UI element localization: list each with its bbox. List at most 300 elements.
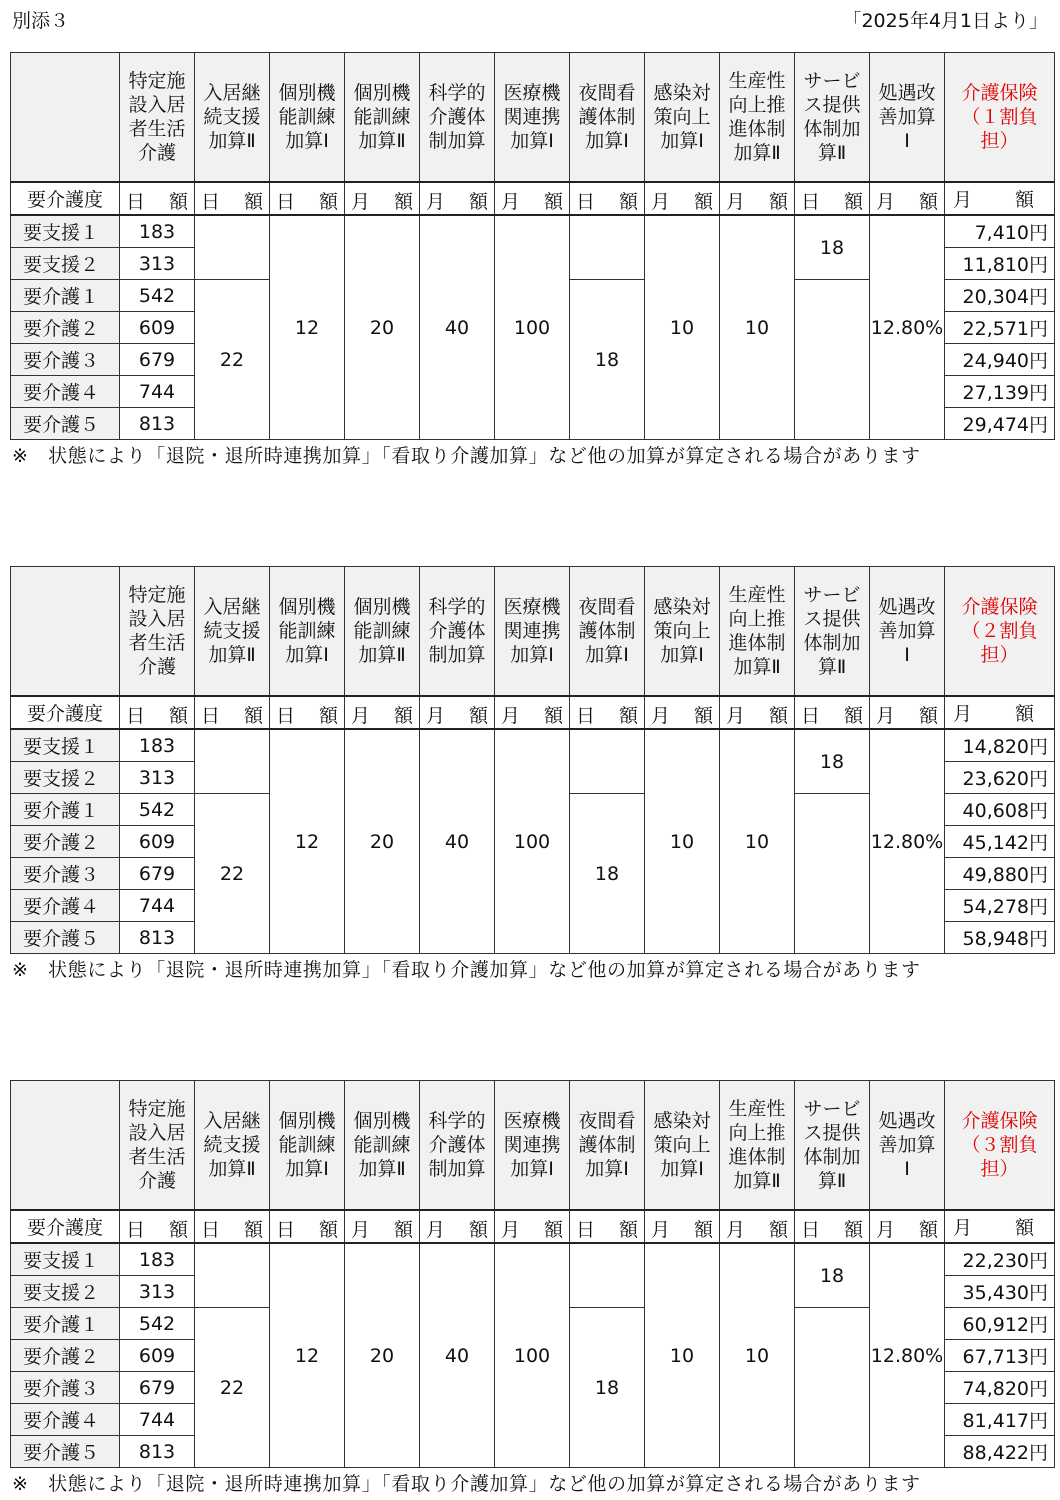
unit-cell: [645, 182, 720, 215]
unit-amount: 額: [393, 1219, 413, 1241]
base-daily-fee: 813: [120, 1436, 195, 1468]
column-header-line: 善加算: [878, 106, 936, 128]
monthly-total: 74,820円: [945, 1372, 1055, 1404]
unit-cell: [870, 1210, 945, 1243]
treatment-improvement-rate: 12.80%: [870, 729, 945, 954]
unit-period: 月: [501, 191, 521, 213]
unit-amount: 額: [693, 705, 713, 727]
unit-cell: [795, 1210, 870, 1243]
unit-period: 月: [351, 705, 371, 727]
base-daily-fee: 183: [120, 1243, 195, 1276]
insurance-header-line: 担）: [980, 130, 1019, 152]
blank-cell: [570, 215, 645, 280]
column-header-line: 加算Ⅰ: [660, 1158, 704, 1180]
column-header: [870, 53, 945, 183]
column-header-line: 感染対: [653, 596, 711, 618]
footnote: ※ 状態により「退院・退所時連携加算」「看取り介護加算」など他の加算が算定される場合があります: [12, 1473, 921, 1495]
unit-period: 月: [876, 1219, 896, 1241]
column-header-line: 算Ⅱ: [817, 656, 847, 678]
monthly-total: 60,912円: [945, 1308, 1055, 1340]
column-header-line: 続支援: [203, 620, 261, 642]
insurance-header: [945, 53, 1055, 183]
unit-amount: 額: [243, 1219, 263, 1241]
column-header-line: サービ: [803, 584, 861, 606]
column-header: [495, 53, 570, 183]
column-header: [795, 53, 870, 183]
column-header-line: 医療機: [503, 82, 561, 104]
unit-amount: 額: [543, 191, 563, 213]
base-daily-fee: 542: [120, 1308, 195, 1340]
total-unit: 月 額: [945, 696, 1055, 729]
column-header: [195, 53, 270, 183]
monthly-total: 24,940円: [945, 344, 1055, 376]
effective-date: 「2025年4月1日より」: [842, 10, 1048, 32]
infection-control-fee: 10: [645, 1243, 720, 1468]
unit-cell: [195, 182, 270, 215]
unit-period: 日: [276, 1219, 296, 1241]
column-header-line: Ⅰ: [904, 644, 910, 666]
unit-cell: [645, 1210, 720, 1243]
care-level: 要支援２: [11, 248, 120, 280]
unit-amount: 額: [243, 705, 263, 727]
unit-period: 月: [351, 191, 371, 213]
header-row: [11, 1081, 1055, 1211]
fee-table: [10, 566, 1055, 954]
continued-support-fee: 22: [195, 794, 270, 954]
monthly-total: 20,304円: [945, 280, 1055, 312]
footnote: ※ 状態により「退院・退所時連携加算」「看取り介護加算」など他の加算が算定される場合があります: [12, 445, 921, 467]
column-header-line: サービ: [803, 70, 861, 92]
unit-amount: 額: [843, 705, 863, 727]
unit-period: 月: [876, 191, 896, 213]
unit-period: 日: [126, 191, 146, 213]
base-daily-fee: 313: [120, 1276, 195, 1308]
unit-cell: [270, 696, 345, 729]
unit-cell: [795, 182, 870, 215]
unit-cell: [420, 182, 495, 215]
base-daily-fee: 679: [120, 858, 195, 890]
column-header-line: 進体制: [728, 1146, 786, 1168]
functional-training-2-fee: 20: [345, 215, 420, 440]
column-header-line: 処遇改: [878, 82, 936, 104]
column-header-line: Ⅰ: [904, 1158, 910, 1180]
corner-cell: [11, 567, 120, 697]
unit-period: 日: [576, 705, 596, 727]
blank-cell: [795, 1308, 870, 1468]
functional-training-1-fee: 12: [270, 1243, 345, 1468]
column-header-line: 処遇改: [878, 596, 936, 618]
unit-period: 月: [651, 191, 671, 213]
column-header-line: 関連携: [503, 106, 561, 128]
unit-period: 月: [651, 705, 671, 727]
unit-row: [11, 1210, 1055, 1243]
blank-cell: [195, 729, 270, 794]
unit-period: 月: [726, 705, 746, 727]
unit-period: 日: [201, 1219, 221, 1241]
fee-table: [10, 1080, 1055, 1468]
column-header-line: 加算Ⅰ: [285, 644, 329, 666]
column-header-line: 生産性: [728, 70, 786, 92]
infection-control-fee: 10: [645, 729, 720, 954]
column-header-line: Ⅰ: [904, 130, 910, 152]
table-row: [11, 215, 1055, 248]
column-header-line: 進体制: [728, 632, 786, 654]
monthly-total: 54,278円: [945, 890, 1055, 922]
column-header-line: 科学的: [428, 82, 486, 104]
column-header: [420, 1081, 495, 1211]
unit-amount: 額: [618, 191, 638, 213]
care-level: 要支援１: [11, 215, 120, 248]
base-daily-fee: 609: [120, 826, 195, 858]
column-header-line: 算Ⅱ: [817, 142, 847, 164]
column-header: [120, 567, 195, 697]
monthly-total: 23,620円: [945, 762, 1055, 794]
column-header-line: 体制加: [803, 632, 861, 654]
care-level: 要介護４: [11, 890, 120, 922]
care-level: 要介護５: [11, 408, 120, 440]
blank-cell: [570, 729, 645, 794]
treatment-improvement-rate: 12.80%: [870, 1243, 945, 1468]
unit-amount: 額: [168, 705, 188, 727]
care-level: 要介護４: [11, 376, 120, 408]
blank-cell: [195, 1243, 270, 1308]
unit-amount: 額: [768, 191, 788, 213]
column-header-line: 策向上: [653, 620, 711, 642]
header-row: [11, 53, 1055, 183]
unit-amount: 額: [843, 191, 863, 213]
column-header-line: 護体制: [578, 106, 636, 128]
header-row: [11, 567, 1055, 697]
unit-period: 日: [201, 705, 221, 727]
column-header: [570, 567, 645, 697]
column-header-line: 加算Ⅱ: [733, 656, 781, 678]
unit-amount: 額: [618, 1219, 638, 1241]
unit-amount: 額: [468, 191, 488, 213]
unit-amount: 額: [243, 191, 263, 213]
fee-table: [10, 52, 1055, 440]
column-header-line: 介護体: [428, 620, 486, 642]
column-header-line: 体制加: [803, 118, 861, 140]
monthly-total: 35,430円: [945, 1276, 1055, 1308]
unit-cell: [495, 696, 570, 729]
column-header-line: 続支援: [203, 1134, 261, 1156]
care-level: 要介護５: [11, 1436, 120, 1468]
unit-amount: 額: [768, 1219, 788, 1241]
column-header-line: 加算Ⅱ: [358, 644, 406, 666]
medical-cooperation-fee: 100: [495, 1243, 570, 1468]
care-level: 要介護３: [11, 1372, 120, 1404]
column-header-line: 体制加: [803, 1146, 861, 1168]
column-header: [120, 53, 195, 183]
column-header-line: 医療機: [503, 596, 561, 618]
column-header-line: 入居継: [203, 82, 261, 104]
unit-period: 月: [426, 191, 446, 213]
unit-period: 日: [801, 191, 821, 213]
service-system-fee: 18: [795, 215, 870, 280]
unit-period: 月: [426, 1219, 446, 1241]
column-header-line: 夜間看: [578, 82, 636, 104]
column-header: [495, 567, 570, 697]
column-header: [720, 567, 795, 697]
care-level: 要介護２: [11, 312, 120, 344]
unit-cell: [345, 696, 420, 729]
column-header-line: 設入居: [128, 94, 186, 116]
column-header-line: 向上推: [728, 94, 786, 116]
unit-cell: [420, 1210, 495, 1243]
unit-period: 日: [576, 1219, 596, 1241]
unit-cell: [570, 696, 645, 729]
column-header-line: サービ: [803, 1098, 861, 1120]
column-header-line: 加算Ⅰ: [510, 644, 554, 666]
unit-cell: [495, 1210, 570, 1243]
column-header-line: 個別機: [278, 596, 336, 618]
column-header-line: 続支援: [203, 106, 261, 128]
column-header: [720, 53, 795, 183]
functional-training-2-fee: 20: [345, 729, 420, 954]
care-level: 要支援２: [11, 1276, 120, 1308]
base-daily-fee: 744: [120, 1404, 195, 1436]
column-header-line: 特定施: [128, 70, 186, 92]
unit-period: 月: [651, 1219, 671, 1241]
column-header-line: ス提供: [803, 608, 861, 630]
footnote: ※ 状態により「退院・退所時連携加算」「看取り介護加算」など他の加算が算定される場合があります: [12, 959, 921, 981]
unit-cell: [120, 696, 195, 729]
unit-amount: 額: [468, 1219, 488, 1241]
care-level: 要介護３: [11, 858, 120, 890]
column-header-line: 加算Ⅰ: [285, 1158, 329, 1180]
base-daily-fee: 183: [120, 215, 195, 248]
column-header-line: 加算Ⅰ: [285, 130, 329, 152]
treatment-improvement-rate: 12.80%: [870, 215, 945, 440]
continued-support-fee: 22: [195, 1308, 270, 1468]
care-level: 要介護５: [11, 922, 120, 954]
night-nursing-fee: 18: [570, 1308, 645, 1468]
unit-amount: 額: [918, 705, 938, 727]
unit-amount: 額: [318, 191, 338, 213]
column-header-line: 介護: [137, 656, 176, 678]
unit-cell: [870, 696, 945, 729]
column-header: [795, 567, 870, 697]
unit-cell: [720, 696, 795, 729]
column-header-line: ス提供: [803, 1122, 861, 1144]
column-header: [345, 567, 420, 697]
unit-amount: 額: [693, 191, 713, 213]
column-header-line: 感染対: [653, 82, 711, 104]
column-header-line: 能訓練: [278, 106, 336, 128]
unit-cell: [645, 696, 720, 729]
insurance-header-line: （２割負: [961, 620, 1038, 642]
column-header-line: 者生活: [128, 632, 186, 654]
monthly-total: 14,820円: [945, 729, 1055, 762]
column-header-line: 加算Ⅱ: [358, 1158, 406, 1180]
column-header-line: 制加算: [428, 130, 486, 152]
column-header: [720, 1081, 795, 1211]
total-unit: 月 額: [945, 1210, 1055, 1243]
blank-cell: [195, 215, 270, 280]
column-header-line: 夜間看: [578, 596, 636, 618]
fee-table-block: [10, 1080, 1054, 1468]
insurance-header-line: 担）: [980, 644, 1019, 666]
monthly-total: 40,608円: [945, 794, 1055, 826]
unit-amount: 額: [543, 705, 563, 727]
column-header-line: 加算Ⅰ: [585, 1158, 629, 1180]
insurance-header-line: 介護保険: [961, 596, 1038, 618]
unit-amount: 額: [318, 1219, 338, 1241]
column-header-line: 向上推: [728, 1122, 786, 1144]
fee-table-block: [10, 566, 1054, 954]
monthly-total: 81,417円: [945, 1404, 1055, 1436]
base-daily-fee: 813: [120, 922, 195, 954]
column-header-line: 医療機: [503, 1110, 561, 1132]
monthly-total: 49,880円: [945, 858, 1055, 890]
unit-amount: 額: [918, 191, 938, 213]
unit-period: 月: [876, 705, 896, 727]
blank-cell: [795, 280, 870, 440]
unit-amount: 額: [768, 705, 788, 727]
care-level: 要介護１: [11, 1308, 120, 1340]
unit-period: 日: [276, 705, 296, 727]
infection-control-fee: 10: [645, 215, 720, 440]
column-header-line: 特定施: [128, 584, 186, 606]
page-label: 別添３: [12, 10, 70, 32]
unit-row: [11, 182, 1055, 215]
column-header-line: 加算Ⅰ: [510, 130, 554, 152]
column-header-line: 個別機: [278, 82, 336, 104]
monthly-total: 7,410円: [945, 215, 1055, 248]
unit-period: 日: [201, 191, 221, 213]
base-daily-fee: 609: [120, 1340, 195, 1372]
scientific-care-fee: 40: [420, 729, 495, 954]
column-header: [795, 1081, 870, 1211]
insurance-header-line: 介護保険: [961, 1110, 1038, 1132]
base-daily-fee: 744: [120, 890, 195, 922]
care-level: 要支援１: [11, 729, 120, 762]
column-header-line: 能訓練: [353, 106, 411, 128]
unit-row: [11, 696, 1055, 729]
column-header: [570, 53, 645, 183]
insurance-header-line: （１割負: [961, 106, 1038, 128]
column-header-line: 生産性: [728, 1098, 786, 1120]
column-header-line: 者生活: [128, 118, 186, 140]
monthly-total: 29,474円: [945, 408, 1055, 440]
column-header-line: 加算Ⅰ: [660, 644, 704, 666]
column-header-line: 個別機: [353, 82, 411, 104]
unit-cell: [570, 1210, 645, 1243]
column-header: [195, 567, 270, 697]
unit-period: 日: [126, 705, 146, 727]
unit-amount: 額: [168, 1219, 188, 1241]
unit-amount: 額: [918, 1219, 938, 1241]
care-level: 要支援１: [11, 1243, 120, 1276]
column-header-line: 関連携: [503, 1134, 561, 1156]
unit-amount: 額: [543, 1219, 563, 1241]
unit-amount: 額: [393, 191, 413, 213]
column-header: [645, 567, 720, 697]
night-nursing-fee: 18: [570, 794, 645, 954]
unit-amount: 額: [393, 705, 413, 727]
column-header-line: 加算Ⅱ: [358, 130, 406, 152]
column-header-line: 向上推: [728, 608, 786, 630]
column-header-line: 善加算: [878, 1134, 936, 1156]
insurance-header-line: （３割負: [961, 1134, 1038, 1156]
monthly-total: 22,230円: [945, 1243, 1055, 1276]
unit-amount: 額: [693, 1219, 713, 1241]
care-level: 要介護１: [11, 280, 120, 312]
unit-cell: [120, 182, 195, 215]
care-level: 要介護４: [11, 1404, 120, 1436]
column-header-line: 個別機: [278, 1110, 336, 1132]
column-header: [420, 567, 495, 697]
base-daily-fee: 744: [120, 376, 195, 408]
unit-period: 日: [126, 1219, 146, 1241]
unit-period: 月: [501, 1219, 521, 1241]
unit-cell: [195, 696, 270, 729]
column-header-line: 科学的: [428, 1110, 486, 1132]
column-header: [570, 1081, 645, 1211]
base-daily-fee: 313: [120, 248, 195, 280]
continued-support-fee: 22: [195, 280, 270, 440]
unit-cell: [270, 182, 345, 215]
monthly-total: 22,571円: [945, 312, 1055, 344]
column-header-line: 進体制: [728, 118, 786, 140]
service-system-fee: 18: [795, 729, 870, 794]
column-header-line: 加算Ⅱ: [208, 644, 256, 666]
column-header: [870, 1081, 945, 1211]
table-row: [11, 729, 1055, 762]
column-header-line: 策向上: [653, 1134, 711, 1156]
column-header-line: 介護: [137, 142, 176, 164]
base-daily-fee: 542: [120, 794, 195, 826]
insurance-header: [945, 1081, 1055, 1211]
unit-period: 日: [576, 191, 596, 213]
column-header: [495, 1081, 570, 1211]
column-header-line: 者生活: [128, 1146, 186, 1168]
column-header: [270, 53, 345, 183]
level-header: 要介護度: [11, 696, 120, 729]
care-level: 要支援２: [11, 762, 120, 794]
column-header-line: 能訓練: [353, 620, 411, 642]
column-header-line: 介護体: [428, 1134, 486, 1156]
column-header: [345, 1081, 420, 1211]
column-header-line: 能訓練: [278, 620, 336, 642]
base-daily-fee: 679: [120, 344, 195, 376]
insurance-header: [945, 567, 1055, 697]
column-header-line: 関連携: [503, 620, 561, 642]
unit-amount: 額: [843, 1219, 863, 1241]
monthly-total: 45,142円: [945, 826, 1055, 858]
unit-cell: [420, 696, 495, 729]
unit-period: 日: [801, 705, 821, 727]
total-unit: 月 額: [945, 182, 1055, 215]
base-daily-fee: 542: [120, 280, 195, 312]
unit-cell: [720, 1210, 795, 1243]
fee-table-block: [10, 52, 1054, 440]
column-header-line: ス提供: [803, 94, 861, 116]
insurance-header-line: 介護保険: [961, 82, 1038, 104]
unit-cell: [195, 1210, 270, 1243]
scientific-care-fee: 40: [420, 1243, 495, 1468]
column-header: [270, 567, 345, 697]
functional-training-1-fee: 12: [270, 729, 345, 954]
column-header: [645, 1081, 720, 1211]
medical-cooperation-fee: 100: [495, 729, 570, 954]
unit-amount: 額: [318, 705, 338, 727]
unit-period: 月: [426, 705, 446, 727]
unit-cell: [345, 1210, 420, 1243]
column-header-line: 科学的: [428, 596, 486, 618]
unit-period: 日: [276, 191, 296, 213]
column-header-line: 介護体: [428, 106, 486, 128]
